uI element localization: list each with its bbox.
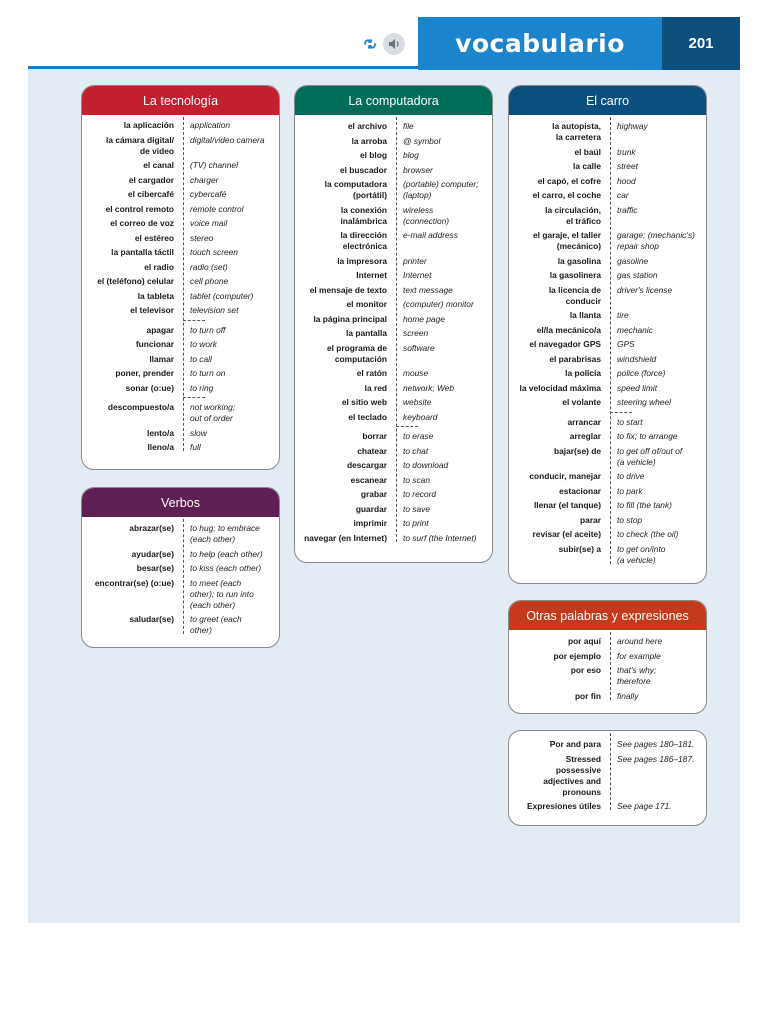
english-translation: See pages 180–181. — [617, 739, 695, 749]
vocab-row — [509, 339, 706, 350]
english-translation: (computer) monitor — [403, 299, 474, 309]
spanish-term: llenar (el tanque) — [533, 500, 601, 510]
english-translation: to turn on — [190, 368, 226, 378]
vocab-row — [509, 739, 706, 750]
english-translation: network; Web — [403, 382, 455, 393]
vocab-row — [509, 161, 706, 172]
english-translation: to fix; to arrange — [617, 431, 678, 441]
spanish-term: el radio — [144, 261, 174, 272]
vocab-row — [82, 247, 279, 258]
spanish-term: la licencia de conducir — [548, 284, 601, 306]
vocab-row — [295, 165, 492, 176]
english-translation: to start — [617, 416, 643, 427]
vocab-row — [82, 354, 279, 365]
english-translation: traffic — [617, 204, 638, 215]
vocab-row — [295, 368, 492, 379]
english-translation: to print — [403, 518, 429, 528]
english-translation: to work — [190, 339, 217, 349]
english-translation: See pages 186–187. — [617, 753, 695, 764]
spanish-term: revisar (el aceite) — [532, 529, 601, 539]
spanish-term: lento/a — [147, 427, 174, 438]
vocab-row — [509, 801, 706, 812]
english-translation: charger — [190, 174, 219, 185]
spanish-term: descompuesto/a — [107, 402, 174, 412]
vocab-row — [509, 368, 706, 379]
spanish-term: la dirección electrónica — [340, 230, 387, 251]
box-references — [508, 730, 707, 826]
spanish-term: poner, prender — [115, 368, 174, 378]
vocab-row — [509, 446, 706, 468]
vocab-row — [82, 120, 279, 131]
vocab-row — [295, 383, 492, 394]
english-translation: stereo — [190, 232, 214, 243]
vocab-row — [82, 160, 279, 171]
vocab-row — [295, 270, 492, 281]
column-divider — [183, 117, 184, 451]
vocab-row — [295, 256, 492, 267]
column-divider — [610, 117, 611, 564]
english-translation: file — [403, 121, 414, 131]
vocab-list — [509, 630, 706, 702]
vocab-row — [82, 442, 279, 453]
spanish-term: la tableta — [137, 290, 174, 301]
english-translation: to scan — [403, 474, 431, 485]
spanish-term: el archivo — [347, 121, 387, 131]
english-translation: (portable) computer; (laptop) — [403, 179, 479, 200]
group-separator — [183, 397, 205, 398]
spanish-term: sonar (o:ue) — [125, 382, 174, 393]
vocab-row — [295, 299, 492, 310]
spanish-term: la autopista, la carretera — [552, 121, 601, 142]
english-translation: mouse — [403, 368, 429, 378]
vocab-row — [82, 563, 279, 574]
english-translation: trunk — [617, 146, 636, 157]
vocab-row — [509, 325, 706, 336]
vocab-row — [509, 121, 706, 143]
spanish-term: el programa de computación — [326, 342, 387, 364]
vocab-row — [295, 504, 492, 515]
box-title: La tecnología — [82, 86, 279, 115]
spanish-term: abrazar(se) — [129, 523, 174, 533]
english-translation: to check (the oil) — [617, 529, 679, 539]
english-translation: windshield — [617, 353, 657, 364]
spanish-term: arrancar — [567, 416, 601, 427]
vocab-row — [509, 354, 706, 365]
vocab-row — [509, 397, 706, 408]
english-translation: printer — [403, 255, 427, 266]
box-title: Otras palabras y expresiones — [509, 601, 706, 630]
english-translation: cybercafé — [190, 189, 227, 199]
spanish-term: la cámara digital/ de video — [106, 134, 174, 156]
english-translation: police (force) — [617, 368, 666, 378]
vocab-row — [295, 285, 492, 296]
vocab-row — [82, 578, 279, 611]
vocab-row — [82, 428, 279, 439]
english-translation: to ring — [190, 382, 214, 393]
vocab-row — [82, 276, 279, 287]
vocab-row — [295, 205, 492, 227]
spanish-term: el carro, el coche — [532, 190, 601, 200]
vocab-row — [295, 446, 492, 457]
column-divider — [610, 632, 611, 700]
spanish-term: chatear — [357, 445, 387, 456]
spanish-term: imprimir — [353, 518, 387, 528]
spanish-term: la pantalla — [346, 328, 387, 338]
english-translation: touch screen — [190, 247, 238, 257]
spanish-term: Stressed possessive adjectives and pronouns — [543, 753, 601, 797]
vocab-row — [509, 529, 706, 540]
spanish-term: ayudar(se) — [131, 548, 174, 559]
column-divider — [610, 733, 611, 810]
vocab-row — [82, 291, 279, 302]
vocab-row — [509, 383, 706, 394]
group-separator — [183, 320, 205, 321]
vocab-row — [82, 402, 279, 424]
english-translation: to help (each other) — [190, 548, 263, 559]
vocab-row — [509, 665, 706, 687]
spanish-term: el navegador GPS — [529, 339, 601, 349]
vocab-row — [295, 314, 492, 325]
spanish-term: borrar — [362, 431, 387, 441]
english-translation: to turn off — [190, 324, 226, 335]
vocab-row — [295, 121, 492, 132]
speaker-icon[interactable] — [383, 33, 405, 55]
vocab-row — [295, 475, 492, 486]
vocab-row — [295, 518, 492, 529]
english-translation: wireless (connection) — [403, 204, 450, 226]
spanish-term: llamar — [149, 353, 174, 364]
vocab-row — [82, 549, 279, 560]
spanish-term: saludar(se) — [129, 614, 174, 624]
english-translation: remote control — [190, 203, 244, 214]
vocab-row — [509, 636, 706, 647]
box-title: La computadora — [295, 86, 492, 115]
group-separator — [396, 426, 418, 427]
spanish-term: apagar — [146, 324, 174, 335]
spanish-term: el teclado — [348, 411, 387, 422]
spanish-term: grabar — [360, 489, 387, 499]
spanish-term: la arroba — [351, 135, 387, 146]
vocab-row — [509, 256, 706, 267]
spanish-term: la conexión inalámbrica — [340, 204, 387, 226]
vocab-row — [509, 310, 706, 321]
spanish-term: el blog — [360, 150, 387, 160]
vocab-row — [509, 176, 706, 187]
english-translation: software — [403, 342, 435, 353]
english-translation: to kiss (each other) — [190, 563, 262, 573]
spanish-term: el capó, el cofre — [537, 175, 601, 186]
english-translation: slow — [190, 427, 207, 438]
vocab-row — [509, 270, 706, 281]
english-translation: e-mail address — [403, 230, 458, 240]
spanish-term: la policía — [565, 368, 601, 378]
vocab-row — [509, 431, 706, 442]
box-otras — [508, 600, 707, 714]
english-translation: television set — [190, 305, 239, 315]
header-rule — [28, 66, 418, 69]
english-translation: to chat — [403, 445, 429, 456]
vocab-row — [82, 523, 279, 545]
spanish-term: el (teléfono) celular — [97, 276, 174, 286]
english-translation: gasoline — [617, 255, 649, 266]
spanish-term: Internet — [356, 270, 387, 280]
spanish-term: el buscador — [339, 164, 387, 175]
spanish-term: el televisor — [130, 305, 174, 315]
vocab-row — [509, 544, 706, 566]
vocab-row — [82, 233, 279, 244]
vocab-list — [509, 115, 706, 566]
spanish-term: funcionar — [135, 339, 174, 349]
english-translation: around here — [617, 636, 663, 646]
english-translation: hood — [617, 175, 636, 186]
english-translation: to hug; to embrace (each other) — [190, 523, 260, 544]
spanish-term: encontrar(se) (o:ue) — [94, 577, 174, 588]
vocab-row — [82, 204, 279, 215]
vocab-row — [509, 230, 706, 252]
vocab-row — [509, 417, 706, 428]
vocab-row — [82, 135, 279, 157]
vocab-row — [82, 305, 279, 316]
vocab-row — [82, 218, 279, 229]
english-translation: to meet (each other); to run into (each other) — [190, 577, 254, 610]
spanish-term: la pantalla táctil — [111, 247, 174, 257]
vocab-row — [82, 339, 279, 350]
english-translation: See page 171. — [617, 801, 672, 811]
english-translation: tablet (computer) — [190, 290, 254, 301]
vocab-row — [295, 343, 492, 365]
english-translation: to greet (each other) — [190, 614, 242, 635]
spanish-term: besar(se) — [136, 563, 174, 573]
english-translation: street — [617, 161, 638, 171]
english-translation: to erase — [403, 431, 434, 441]
english-translation: (TV) channel — [190, 160, 238, 170]
spanish-term: la impresora — [337, 255, 387, 266]
english-translation: Internet — [403, 270, 432, 280]
english-translation: website — [403, 397, 432, 407]
spanish-term: la gasolinera — [549, 270, 601, 280]
spanish-term: la computadora (portátil) — [324, 179, 387, 200]
english-translation: finally — [617, 690, 639, 701]
english-translation: steering wheel — [617, 397, 672, 407]
title-block — [418, 17, 662, 70]
vocab-row — [295, 397, 492, 408]
english-translation: blog — [403, 150, 419, 160]
spanish-term: el cargador — [128, 174, 174, 185]
vocab-row — [509, 691, 706, 702]
english-translation: garage; (mechanic's) repair shop — [617, 230, 695, 251]
spanish-term: el control remoto — [105, 203, 174, 214]
spanish-term: la red — [364, 382, 387, 393]
vocab-row — [82, 614, 279, 636]
spanish-term: el canal — [143, 160, 174, 170]
spanish-term: la página principal — [313, 313, 387, 324]
english-translation: to fill (the tank) — [617, 500, 672, 510]
page-title: vocabulario — [455, 29, 625, 58]
spanish-term: navegar (en Internet) — [304, 532, 387, 543]
vocab-row — [295, 489, 492, 500]
box-title: Verbos — [82, 488, 279, 517]
spanish-term: el ratón — [356, 368, 387, 378]
vocab-row — [295, 230, 492, 252]
english-translation: to get off of/out of (a vehicle) — [617, 445, 683, 467]
english-translation: browser — [403, 164, 433, 175]
spanish-term: por ejemplo — [553, 650, 601, 661]
vocab-row — [509, 471, 706, 482]
english-translation: radio (set) — [190, 261, 228, 272]
spanish-term: el mensaje de texto — [309, 284, 387, 295]
english-translation: home page — [403, 313, 445, 324]
english-translation: digital/video camera — [190, 134, 265, 145]
vocab-list — [82, 517, 279, 636]
vocab-row — [295, 412, 492, 423]
vocab-row — [82, 368, 279, 379]
page-number: 201 — [688, 35, 714, 52]
spanish-term: el baúl — [574, 146, 601, 157]
english-translation: for example — [617, 650, 661, 661]
vocab-row — [295, 150, 492, 161]
english-translation: car — [617, 190, 629, 200]
english-translation: to surf (the Internet) — [403, 532, 477, 543]
sync-icon[interactable] — [359, 33, 381, 55]
english-translation: @ symbol — [403, 135, 441, 146]
spanish-term: la circulación, el tráfico — [545, 204, 601, 226]
vocab-row — [295, 136, 492, 147]
spanish-term: Expresiones útiles — [526, 801, 601, 811]
english-translation: speed limit — [617, 382, 658, 393]
spanish-term: por aquí — [567, 636, 601, 646]
spanish-term: lleno/a — [147, 442, 174, 452]
vocab-row — [509, 515, 706, 526]
english-translation: to park — [617, 485, 643, 496]
vocab-row — [509, 205, 706, 227]
spanish-term: por fin — [574, 690, 601, 701]
vocab-list — [509, 731, 706, 812]
vocab-row — [509, 285, 706, 307]
vocab-row — [82, 189, 279, 200]
vocab-row — [82, 325, 279, 336]
english-translation: voice mail — [190, 218, 228, 228]
spanish-term: descargar — [346, 460, 387, 470]
spanish-term: el correo de voz — [110, 218, 174, 228]
spanish-term: la llanta — [569, 310, 601, 320]
vocab-row — [509, 190, 706, 201]
vocab-row — [295, 533, 492, 544]
spanish-term: guardar — [355, 503, 387, 514]
vocab-row — [82, 262, 279, 273]
spanish-term: el estéreo — [134, 232, 174, 243]
vocab-row — [82, 175, 279, 186]
page-number-block — [662, 17, 740, 70]
spanish-term: el parabrisas — [549, 353, 601, 364]
spanish-term: la calle — [573, 161, 601, 171]
vocab-row — [509, 147, 706, 158]
english-translation: keyboard — [403, 411, 438, 422]
column-divider — [183, 519, 184, 634]
spanish-term: estacionar — [559, 485, 601, 496]
vocab-row — [509, 754, 706, 798]
vocab-row — [295, 431, 492, 442]
english-translation: application — [190, 120, 231, 130]
vocab-row — [295, 460, 492, 471]
spanish-term: por eso — [570, 665, 601, 675]
english-translation: to stop — [617, 514, 643, 525]
vocab-row — [509, 486, 706, 497]
spanish-term: el/la mecánico/a — [536, 324, 601, 335]
english-translation: to drive — [617, 471, 645, 481]
vocab-row — [295, 328, 492, 339]
spanish-term: el volante — [562, 397, 601, 407]
english-translation: not working; out of order — [190, 402, 236, 423]
box-title: El carro — [509, 86, 706, 115]
english-translation: to call — [190, 353, 212, 364]
spanish-term: el sitio web — [341, 397, 387, 407]
english-translation: mechanic — [617, 324, 653, 335]
spanish-term: bajar(se) de — [553, 445, 601, 456]
box-verbos — [81, 487, 280, 648]
vocab-row — [509, 500, 706, 511]
group-separator — [610, 412, 632, 413]
english-translation: to save — [403, 503, 431, 514]
spanish-term: subir(se) a — [558, 543, 601, 554]
column-divider — [396, 117, 397, 542]
spanish-term: la aplicación — [123, 120, 174, 130]
english-translation: driver's license — [617, 284, 673, 295]
english-translation: GPS — [617, 339, 635, 349]
spanish-term: escanear — [350, 474, 387, 485]
spanish-term: el garaje, el taller (mecánico) — [533, 230, 601, 251]
box-carro — [508, 85, 707, 584]
english-translation: cell phone — [190, 276, 229, 286]
audio-icons — [359, 33, 405, 55]
vocab-list — [82, 115, 279, 453]
english-translation: to download — [403, 460, 449, 470]
box-tecnologia — [81, 85, 280, 470]
english-translation: full — [190, 442, 201, 452]
spanish-term: la velocidad máxima — [519, 382, 601, 393]
vocab-row — [82, 383, 279, 394]
vocab-list — [295, 115, 492, 544]
spanish-term: Por and para — [549, 739, 601, 749]
english-translation: highway — [617, 121, 648, 131]
box-computadora — [294, 85, 493, 563]
english-translation: screen — [403, 328, 429, 338]
english-translation: text message — [403, 284, 453, 295]
vocab-row — [295, 179, 492, 201]
spanish-term: parar — [580, 514, 601, 525]
spanish-term: la gasolina — [557, 255, 601, 266]
english-translation: gas station — [617, 270, 658, 280]
spanish-term: arreglar — [569, 431, 601, 441]
spanish-term: el cibercafé — [127, 189, 174, 199]
english-translation: that's why; therefore — [617, 665, 657, 686]
spanish-term: conducir, manejar — [529, 471, 601, 481]
english-translation: to get on/into (a vehicle) — [617, 543, 666, 565]
english-translation: to record — [403, 489, 437, 499]
vocab-row — [509, 651, 706, 662]
spanish-term: el monitor — [346, 299, 387, 309]
english-translation: tire — [617, 310, 629, 320]
